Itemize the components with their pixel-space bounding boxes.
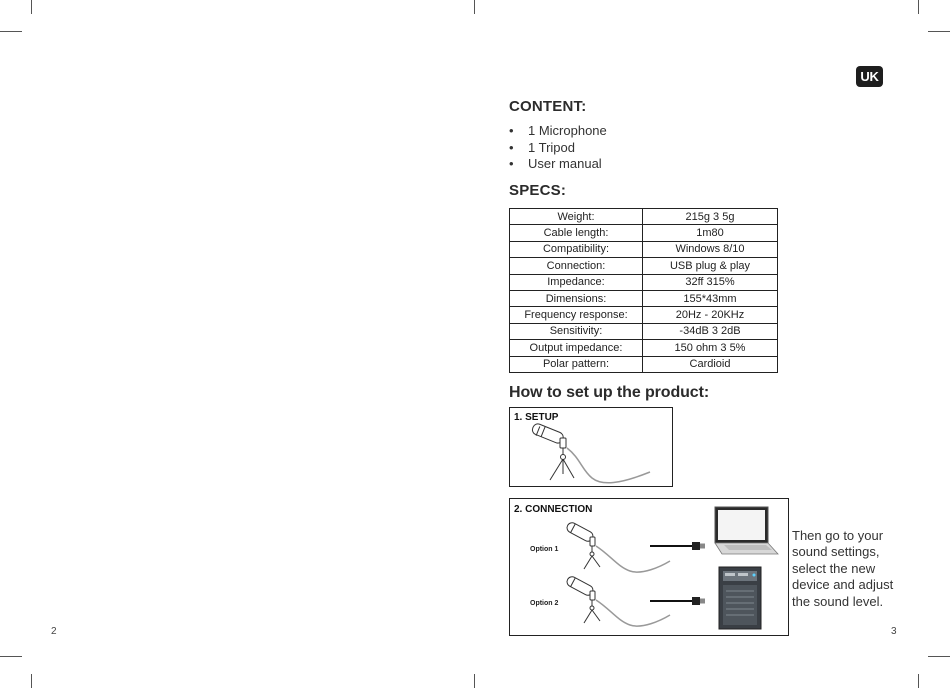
option-1-label: Option 1 [530, 546, 559, 553]
crop-mark [0, 31, 22, 32]
spec-label: Polar pattern: [510, 356, 643, 372]
spec-value: 215g 3 5g [643, 209, 778, 225]
specs-heading: SPECS: [509, 182, 567, 199]
crop-mark [928, 31, 950, 32]
table-row [510, 290, 778, 306]
table-row [510, 340, 778, 356]
table-row [510, 274, 778, 290]
crop-mark [918, 674, 919, 688]
instructions-line: select the new [792, 560, 876, 576]
spec-label: Output impedance: [510, 340, 643, 356]
spec-label: Weight: [510, 209, 643, 225]
instructions-line: the sound level. [792, 593, 884, 609]
list-item [509, 156, 607, 173]
table-row [510, 307, 778, 323]
table-row [510, 225, 778, 241]
crop-mark [31, 0, 32, 14]
list-item [509, 140, 607, 157]
list-item-text: User manual [528, 156, 602, 171]
spec-value: 32ff 315% [643, 274, 778, 290]
spec-value: 155*43mm [643, 290, 778, 306]
crop-mark [918, 0, 919, 14]
spec-label: Frequency response: [510, 307, 643, 323]
spec-label: Cable length: [510, 225, 643, 241]
list-item-text: 1 Microphone [528, 123, 607, 138]
crop-mark [928, 656, 950, 657]
spec-label: Dimensions: [510, 290, 643, 306]
connection-box [509, 498, 789, 636]
table-row [510, 209, 778, 225]
spec-value: USB plug & play [643, 258, 778, 274]
list-item-text: 1 Tripod [528, 139, 575, 155]
spec-label: Sensitivity: [510, 323, 643, 339]
setup-heading: How to set up the product: [509, 384, 710, 401]
page-number-right: 3 [891, 626, 897, 637]
table-row [510, 323, 778, 339]
crop-mark [474, 0, 475, 14]
spec-value: -34dB 3 2dB [643, 323, 778, 339]
option-2-label: Option 2 [530, 600, 559, 607]
table-row [510, 258, 778, 274]
setup-title: 1. SETUP [514, 412, 559, 423]
specs-table [509, 208, 778, 373]
spec-label: Impedance: [510, 274, 643, 290]
desktop-tower-icon [510, 499, 790, 637]
page-number-left: 2 [51, 626, 57, 637]
bullet: • [509, 123, 514, 138]
bullet: • [509, 139, 514, 155]
spec-label: Connection: [510, 258, 643, 274]
table-row [510, 241, 778, 257]
instructions-line: device and adjust [792, 577, 894, 593]
list-item [509, 123, 607, 140]
spec-value: Windows 8/10 [643, 241, 778, 257]
microphone-tripod-icon [510, 408, 674, 488]
bullet: • [509, 156, 514, 171]
table-row [510, 356, 778, 372]
spec-value: 1m80 [643, 225, 778, 241]
spec-value: 150 ohm 3 5% [643, 340, 778, 356]
instructions-text [792, 528, 912, 610]
spec-value: Cardioid [643, 356, 778, 372]
instructions-line: sound settings, [792, 544, 880, 560]
connection-title: 2. CONNECTION [514, 504, 593, 515]
crop-mark [31, 674, 32, 688]
setup-box [509, 407, 673, 487]
language-badge: UK [856, 66, 883, 87]
instructions-line: Then go to your [792, 528, 884, 543]
crop-mark [0, 656, 22, 657]
crop-mark [474, 674, 475, 688]
spec-value: 20Hz - 20KHz [643, 307, 778, 323]
spec-label: Compatibility: [510, 241, 643, 257]
content-heading: CONTENT: [509, 98, 587, 115]
content-list [509, 123, 607, 173]
